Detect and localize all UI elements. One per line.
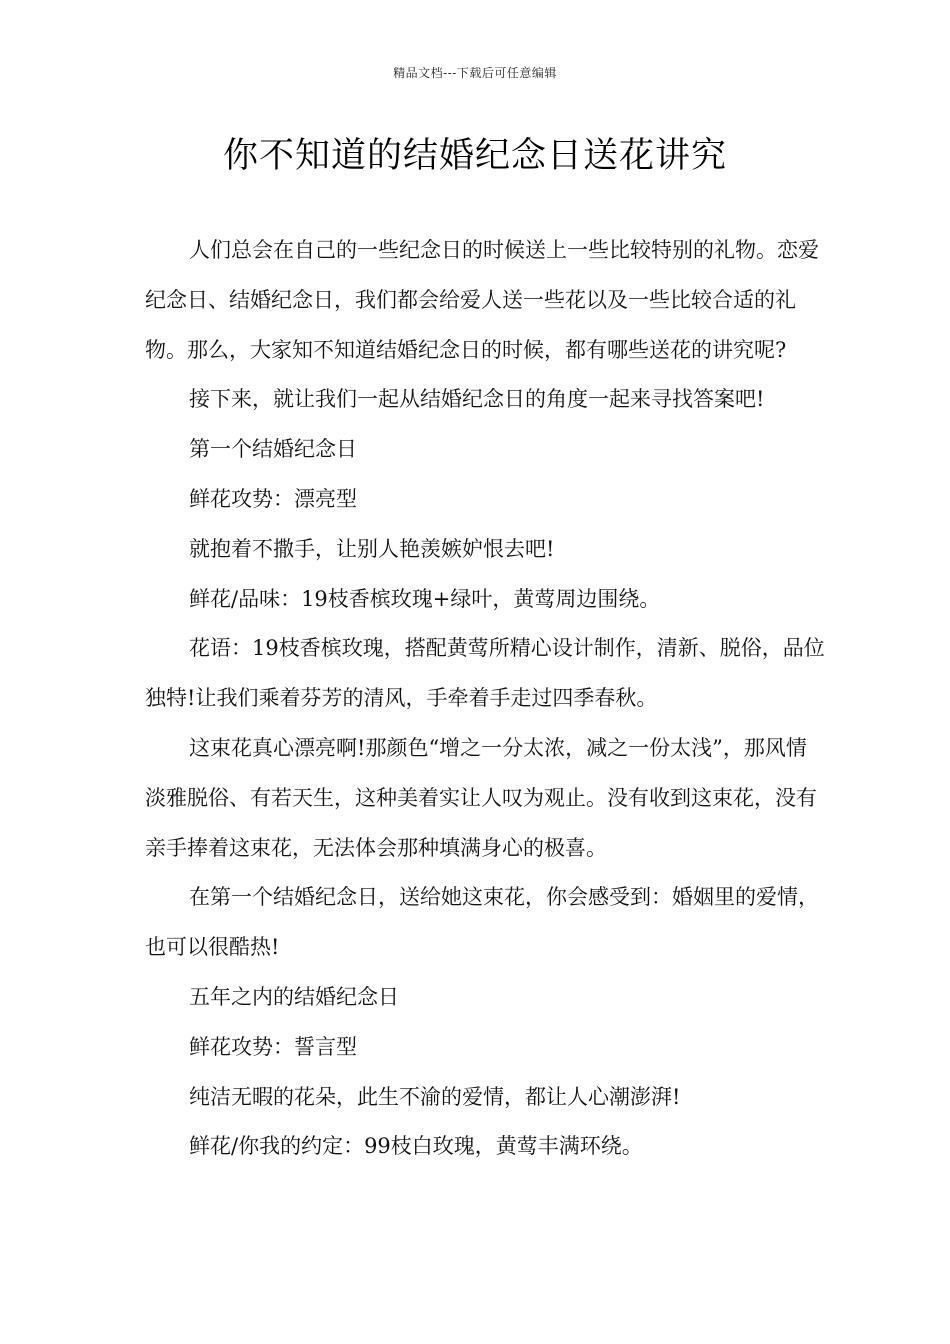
paragraph-intro: 人们总会在自己的一些纪念日的时候送上一些比较特别的礼物。恋爱纪念日、结婚纪念日，我们都会给爱人送一些花以及一些比较合适的礼物。那么，大家知不知道结婚纪念日的时候，都有哪些送花的讲究呢? xyxy=(145,238,819,362)
paragraph-tagline-2: 纯洁无暇的花朵，此生不渝的爱情，都让人心潮澎湃! xyxy=(189,1084,681,1109)
paragraph-lead-in: 接下来，就让我们一起从结婚纪念日的角度一起来寻找答案吧! xyxy=(189,387,765,412)
paragraph-description-1: 这束花真心漂亮啊!那颜色“增之一分太浓，减之一份太浅”，那风情淡雅脱俗、有若天生，这种美着实让人叹为观止。没有收到这束花，没有亲手捧着这束花，无法体会那种填满身心的极喜。 xyxy=(145,735,817,860)
paragraph-flower-style-1: 鲜花攻势：漂亮型 xyxy=(189,486,357,511)
paragraph-tagline-1: 就抱着不撒手，让别人艳羡嫉妒恨去吧! xyxy=(189,536,555,561)
section-heading-five-years: 五年之内的结婚纪念日 xyxy=(189,984,399,1009)
header-note: 精品文档---下载后可任意编辑 xyxy=(393,66,557,80)
section-heading-first-anniversary: 第一个结婚纪念日 xyxy=(189,437,357,462)
paragraph-bouquet-1: 鲜花/品味：19枝香槟玫瑰+绿叶，黄莺周边围绕。 xyxy=(189,586,661,611)
document-title: 你不知道的结婚纪念日送花讲究 xyxy=(222,136,727,176)
paragraph-summary-1: 在第一个结婚纪念日，送给她这束花，你会感受到：婚姻里的爱情，也可以很酷热! xyxy=(145,885,819,960)
paragraph-bouquet-2: 鲜花/你我的约定：99枝白玫瑰，黄莺丰满环绕。 xyxy=(189,1134,643,1159)
paragraph-flower-style-2: 鲜花攻势：誓言型 xyxy=(189,1034,357,1059)
document-body xyxy=(145,226,825,1172)
paragraph-flower-language-1: 花语：19枝香槟玫瑰，搭配黄莺所精心设计制作，清新、脱俗，品位独特!让我们乘着芬芳的清风，手牵着手走过四季春秋。 xyxy=(145,636,825,711)
